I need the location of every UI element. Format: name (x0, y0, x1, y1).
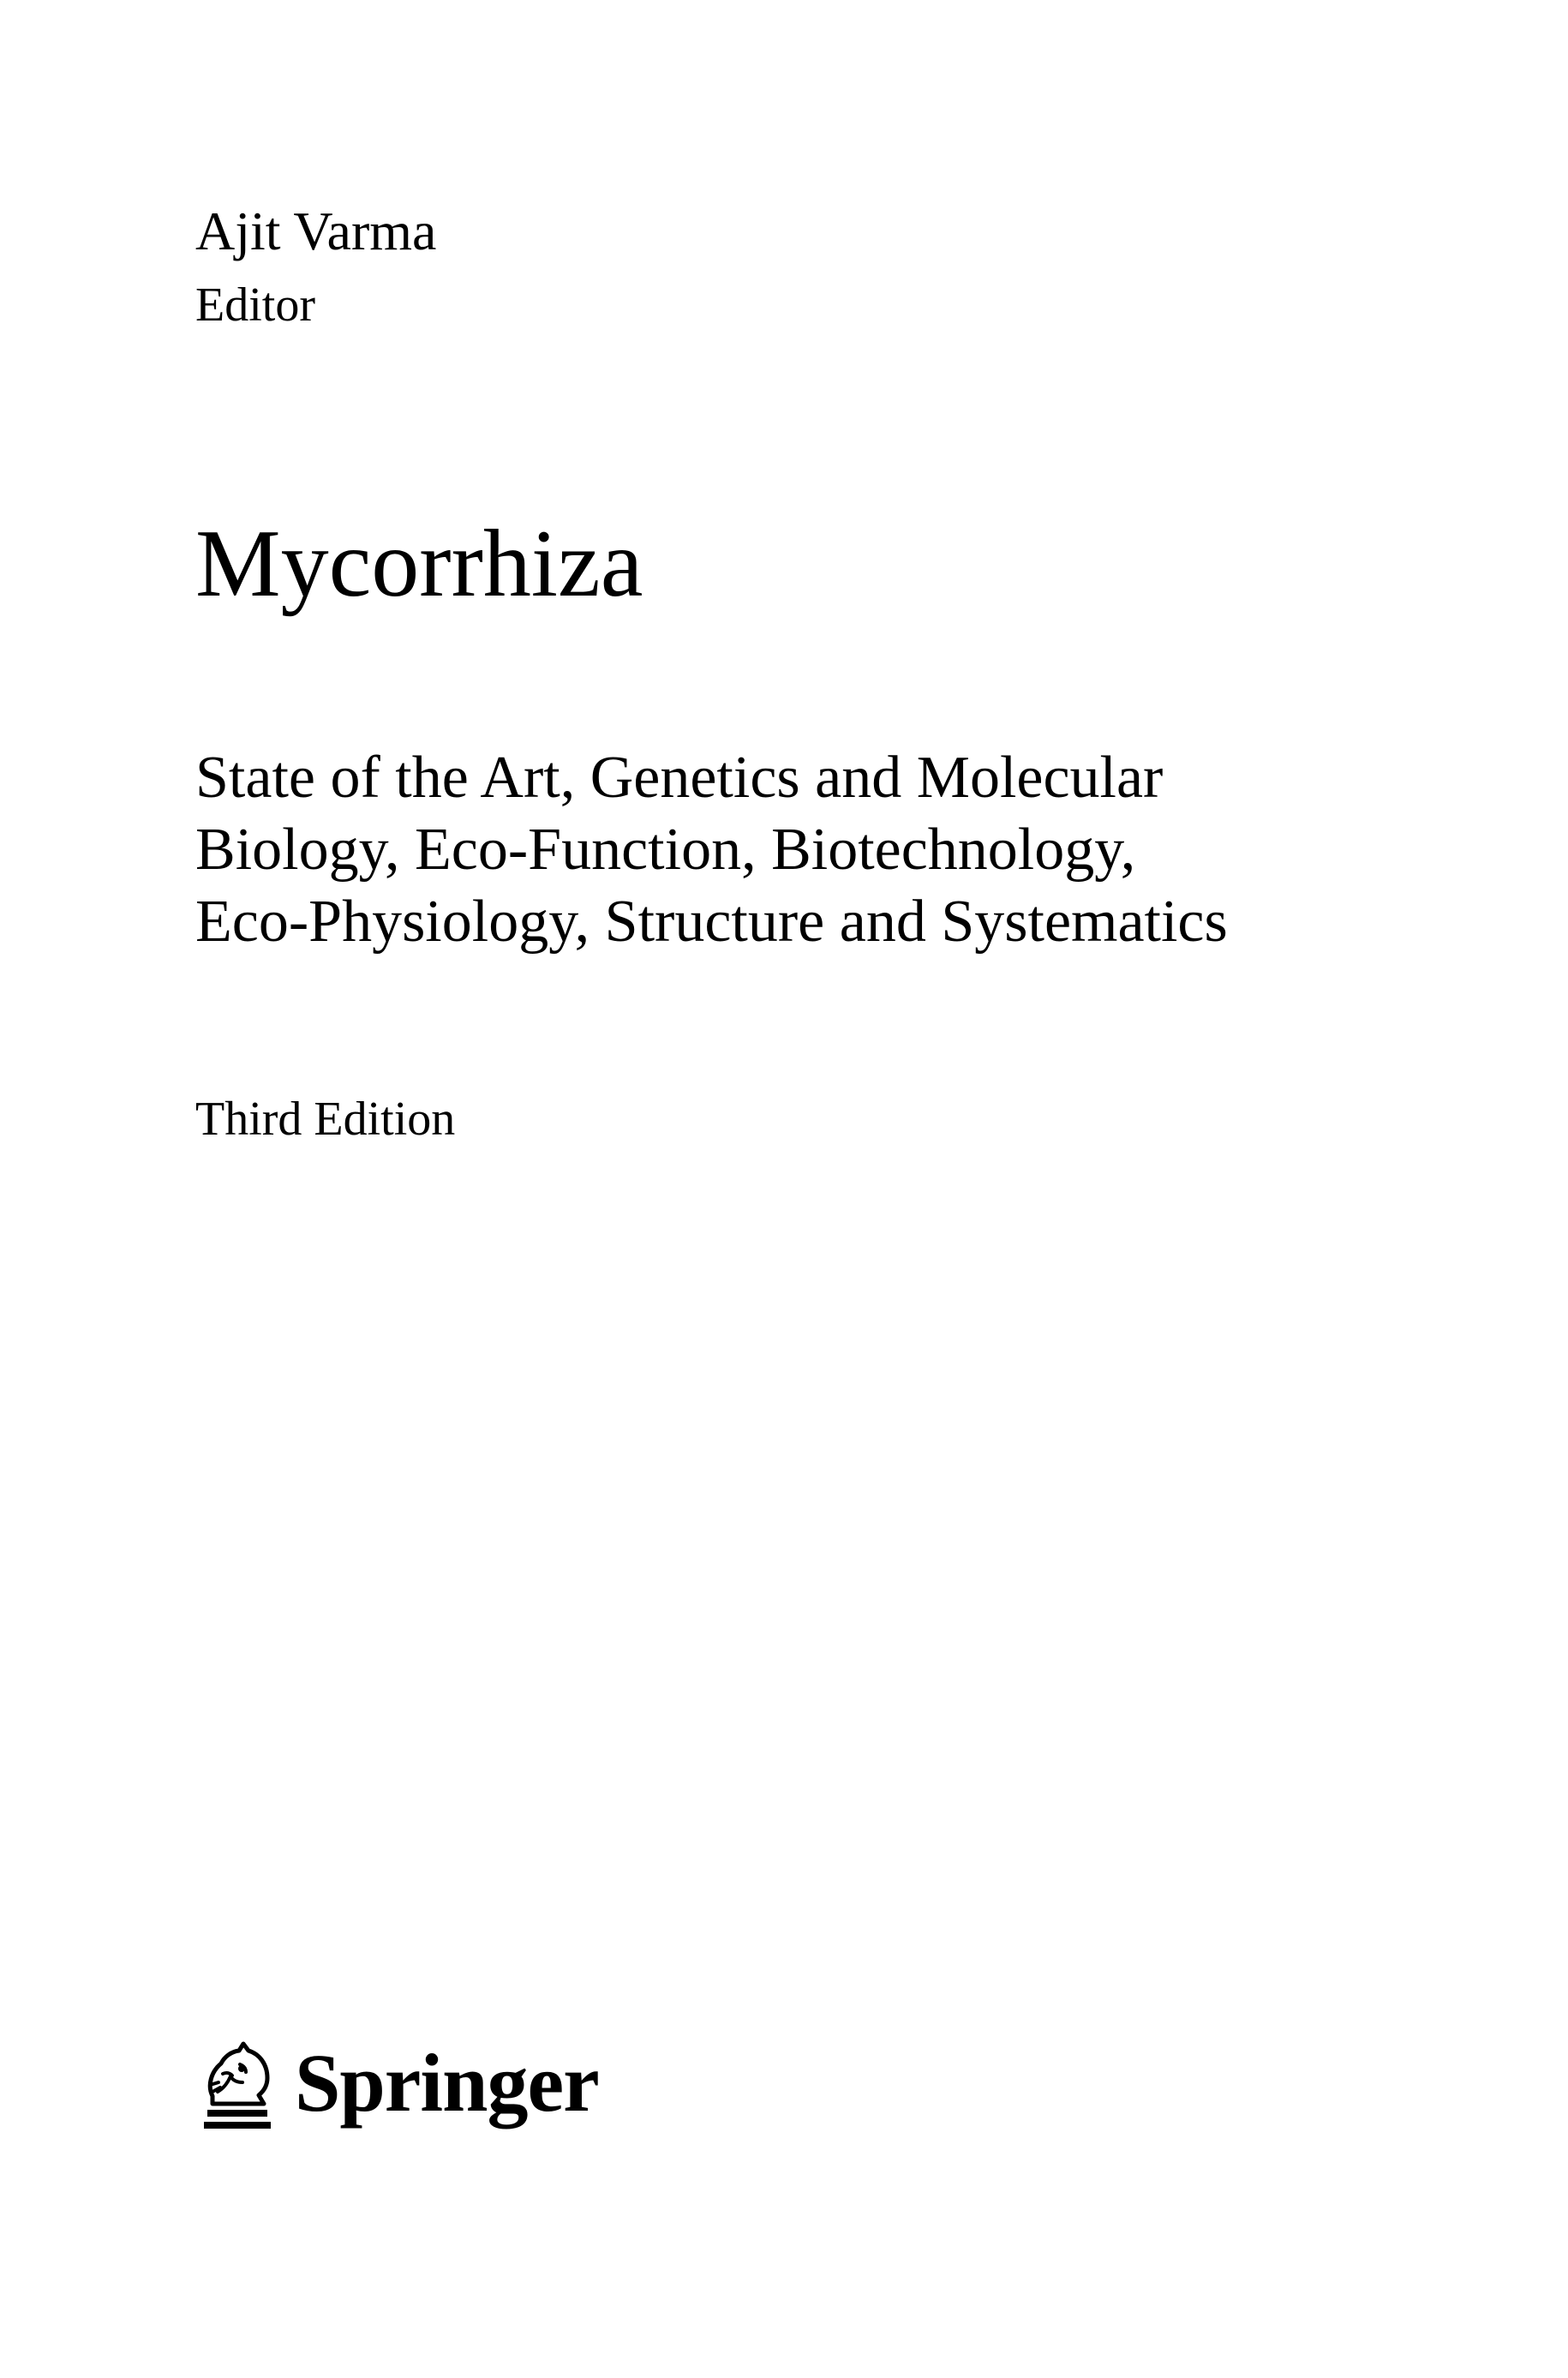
book-title: Mycorrhiza (195, 511, 643, 617)
editor-role: Editor (195, 279, 315, 332)
publisher-imprint (192, 2038, 599, 2134)
chess-knight-icon (192, 2038, 279, 2134)
book-subtitle (195, 742, 1228, 958)
edition-label: Third Edition (195, 1093, 456, 1146)
editor-name: Ajit Varma (195, 201, 437, 261)
publisher-name: Springer (295, 2037, 599, 2129)
subtitle-line: Eco-Physiology, Structure and Systematics (195, 889, 1228, 955)
subtitle-line: State of the Art, Genetics and Molecular (195, 745, 1164, 811)
subtitle-line: Biology, Eco-Function, Biotechnology, (195, 817, 1136, 883)
